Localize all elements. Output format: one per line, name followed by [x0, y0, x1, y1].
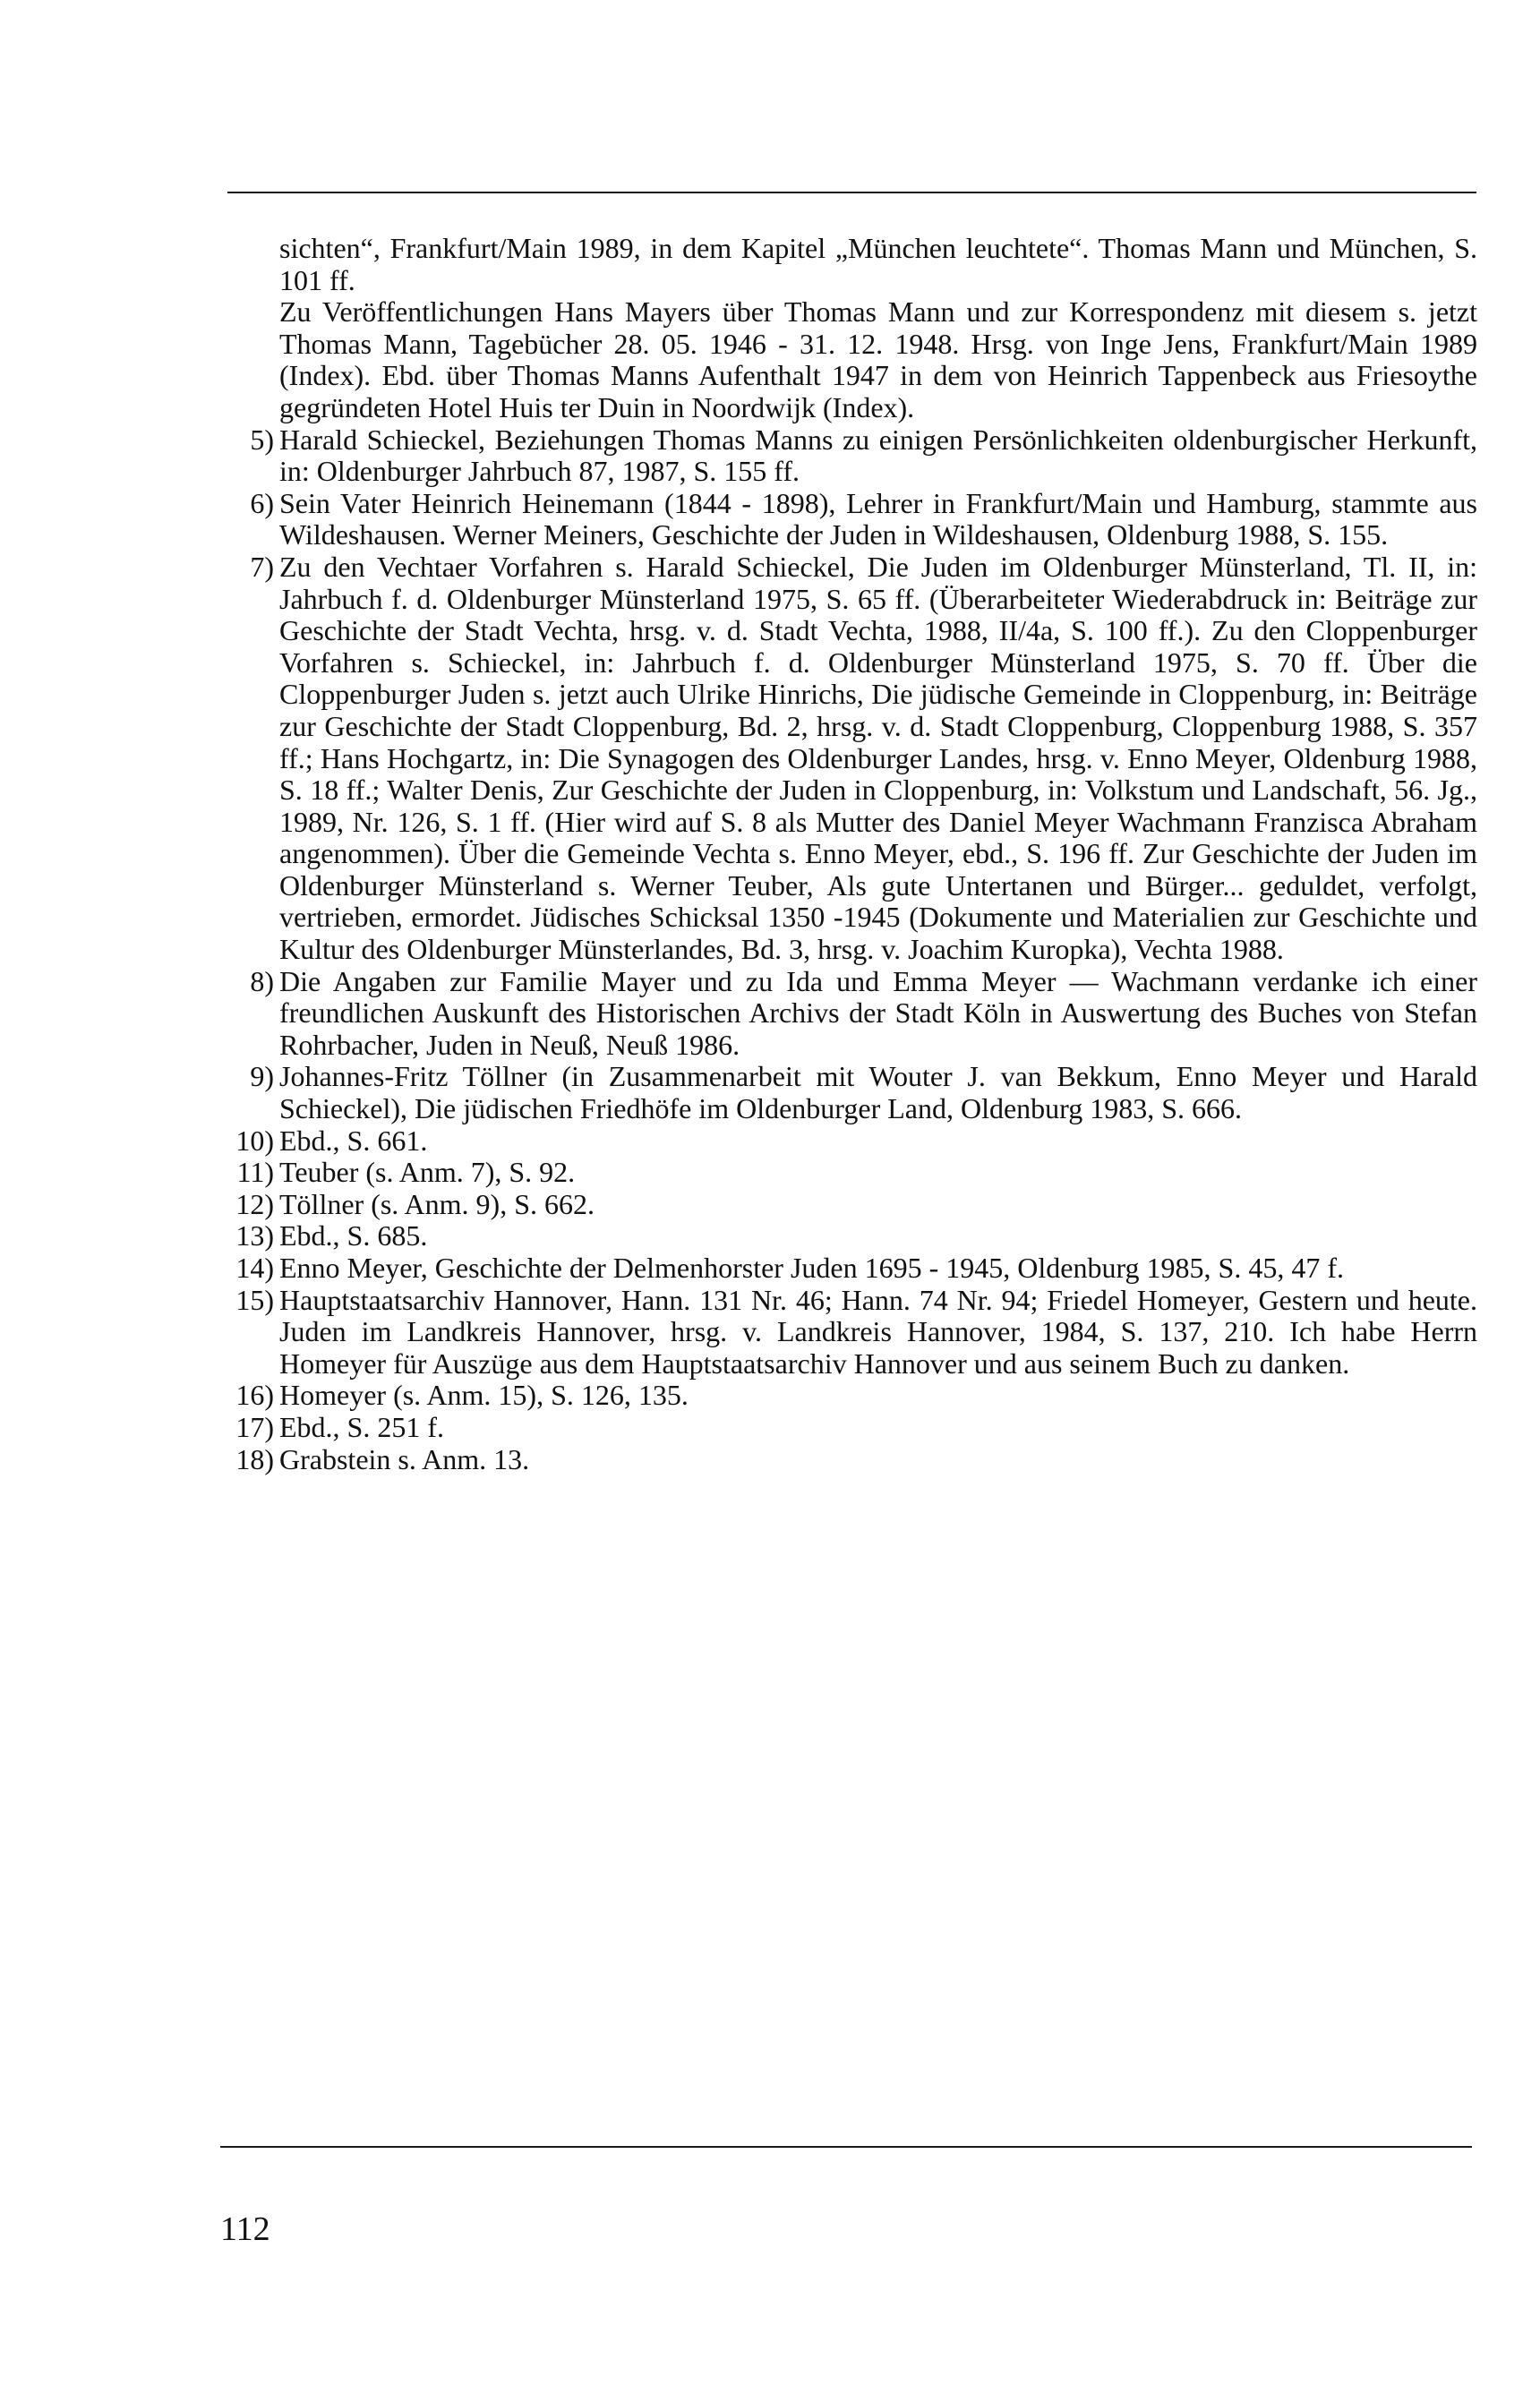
footnote-7: [215, 551, 1477, 966]
footnote-17: [215, 1412, 1477, 1444]
footnote-text: Hauptstaatsarchiv Hannover, Hann. 131 Nr. 46; Hann. 74 Nr. 94; Friedel Homeyer, Gestern und heute. Juden im Landkreis Hannover, hrsg. v. Landkreis Hannover, 1984, S. 137, 210. Ich habe Herrn Homeyer für Auszüge aus dem Hauptstaatsarchiv Hannover und aus seinem Buch zu danken.: [279, 1283, 1477, 1380]
footnote-number: 11): [236, 1156, 274, 1189]
footnote-18: [215, 1444, 1477, 1476]
footnote-16: [215, 1380, 1477, 1412]
footnote-text: Enno Meyer, Geschichte der Delmenhorster Juden 1695 - 1945, Oldenburg 1985, S. 45, 47 f.: [279, 1252, 1344, 1284]
footnote-text: Johannes-Fritz Töllner (in Zusammenarbeit mit Wouter J. van Bekkum, Enno Meyer und Harald Schieckel), Die jüdischen Friedhöfe im Oldenburger Land, Oldenburg 1983, S. 666.: [279, 1060, 1477, 1125]
footnote-14: [215, 1252, 1477, 1285]
footnote-text: sichten“, Frankfurt/Main 1989, in dem Kapitel „München leuchtete“. Thomas Mann und München, S. 101 ff.: [279, 232, 1477, 296]
footnote-text: Töllner (s. Anm. 9), S. 662.: [279, 1187, 595, 1220]
footnote-text: Zu den Vechtaer Vorfahren s. Harald Schieckel, Die Juden im Oldenburger Münsterland, Tl. II, in: Jahrbuch f. d. Oldenburger Münsterland 1975, S. 65 ff. (Überarbeiteter Wiederabdruck in: Beiträge zur Geschichte der Stadt Vechta, hrsg. v. d. Stadt Vechta, 1988, II/4a, S. 100 ff.). Zu den Cloppenburger Vorfahren s. Schieckel, in: Jahrbuch f. d. Oldenburger Münsterland 1975, S. 70 ff. Über die Cloppenburger Juden s. jetzt auch Ulrike Hinrichs, Die jüdische Gemeinde in Cloppenburg, in: Beiträge zur Geschichte der Stadt Cloppenburg, Bd. 2, hrsg. v. d. Stadt Cloppenburg, Cloppenburg 1988, S. 357 ff.; Hans Hochgartz, in: Die Synagogen des Oldenburger Landes, hrsg. v. Enno Meyer, Oldenburg 1988, S. 18 ff.; Walter Denis, Zur Geschichte der Juden in Cloppenburg, in: Volkstum und Landschaft, 56. Jg., 1989, Nr. 126, S. 1 ff. (Hier wird auf S. 8 als Mutter des Daniel Meyer Wachmann Franzisca Abraham angenommen). Über die Gemeinde Vechta s. Enno Meyer, ebd., S. 196 ff. Zur Geschichte der Juden im Oldenburger Münsterland s. Werner Teuber, Als gute Untertanen und Bürger... geduldet, verfolgt, vertrieben, ermordet. Jüdisches Schicksal 1350 -1945 (Dokumente und Materialien zur Geschichte und Kultur des Oldenburger Münsterlandes, Bd. 3, hrsg. v. Joachim Kuropka), Vechta 1988.: [279, 550, 1477, 966]
top-rule: [227, 192, 1476, 193]
footnote-10: [215, 1125, 1477, 1158]
footnotes-block: [215, 233, 1477, 1475]
footnote-number: 17): [235, 1410, 274, 1443]
footnote-9: [215, 1061, 1477, 1124]
footnote-number: 14): [235, 1252, 274, 1284]
footnote-number: 18): [235, 1442, 274, 1475]
footnote-number: 10): [235, 1124, 274, 1157]
bottom-rule: [220, 2146, 1472, 2148]
footnote-15: [215, 1285, 1477, 1381]
footnote-text: Teuber (s. Anm. 7), S. 92.: [279, 1156, 576, 1189]
footnote-6: [215, 488, 1477, 551]
footnote-number: 15): [235, 1283, 274, 1316]
page-number: 112: [220, 2210, 270, 2248]
footnote-text: Ebd., S. 251 f.: [279, 1410, 444, 1443]
footnote-text: Ebd., S. 661.: [279, 1124, 428, 1157]
footnote-text: Die Angaben zur Familie Mayer und zu Ida und Emma Meyer — Wachmann verdanke ich einer freundlichen Auskunft des Historischen Archivs der Stadt Köln in Auswertung des Buches von Stefan Rohrbacher, Juden in Neuß, Neuß 1986.: [279, 964, 1477, 1061]
footnote-number: 8): [250, 964, 274, 997]
footnote-number: 6): [250, 486, 274, 519]
footnote-11: [215, 1157, 1477, 1189]
footnote-number: 9): [250, 1060, 274, 1093]
footnote-text: Zu Veröffentlichungen Hans Mayers über Thomas Mann und zur Korrespondenz mit diesem s. jetzt Thomas Mann, Tagebücher 28. 05. 1946 - 31. 12. 1948. Hrsg. von Inge Jens, Frankfurt/Main 1989 (Index). Ebd. über Thomas Manns Aufenthalt 1947 in dem von Heinrich Tappenbeck aus Friesoythe gegründeten Hotel Huis ter Duin in Noordwijk (Index).: [279, 295, 1477, 423]
footnote-number: 5): [250, 423, 274, 456]
footnote-number: 13): [235, 1219, 274, 1252]
footnote-8: [215, 966, 1477, 1062]
footnote-text: Sein Vater Heinrich Heinemann (1844 - 1898), Lehrer in Frankfurt/Main und Hamburg, stammte aus Wildeshausen. Werner Meiners, Geschichte der Juden in Wildeshausen, Oldenburg 1988, S. 155.: [279, 486, 1477, 551]
footnote-13: [215, 1220, 1477, 1252]
footnote-continuation: [215, 233, 1477, 296]
footnote-number: 16): [235, 1379, 274, 1412]
footnote-text: Homeyer (s. Anm. 15), S. 126, 135.: [279, 1379, 689, 1412]
footnote-text: Ebd., S. 685.: [279, 1219, 428, 1252]
footnote-continuation: [215, 296, 1477, 423]
footnote-text: Harald Schieckel, Beziehungen Thomas Manns zu einigen Persönlichkeiten oldenburgischer Herkunft, in: Oldenburger Jahrbuch 87, 1987, S. 155 ff.: [279, 423, 1477, 488]
footnote-number: 12): [235, 1187, 274, 1220]
footnote-5: [215, 424, 1477, 488]
footnote-text: Grabstein s. Anm. 13.: [279, 1442, 530, 1475]
footnote-number: 7): [250, 550, 274, 583]
footnote-12: [215, 1189, 1477, 1221]
